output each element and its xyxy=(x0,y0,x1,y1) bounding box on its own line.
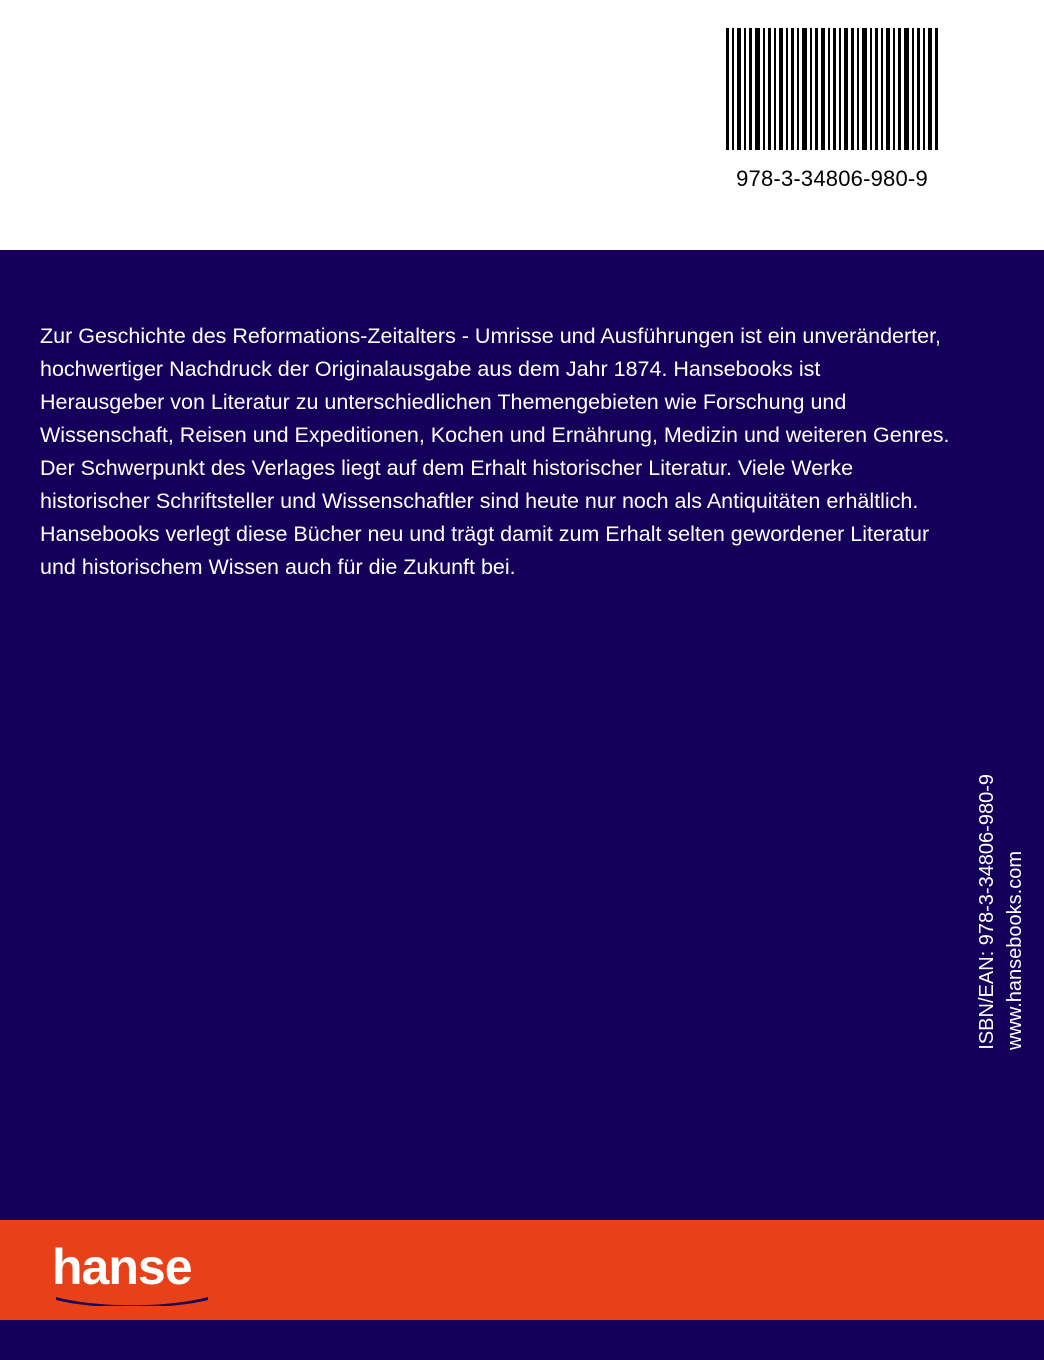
vertical-website-line: www.hansebooks.com xyxy=(1004,851,1026,1050)
vertical-isbn-info xyxy=(974,774,1028,1050)
barcode-block xyxy=(724,28,940,192)
blurb-text: Zur Geschichte des Reformations-Zeitalters - Umrisse und Ausführungen ist ein unveränderter, hochwertiger Nachdruck der Originalausgabe aus dem Jahr 1874. Hansebooks ist Herausgeber von Literatur zu unterschiedlichen Themengebieten wie Forschung und Wissenschaft, Reisen und Expeditionen, Kochen und Ernährung, Medizin und weiteren Genres. Der Schwerpunkt des Verlages liegt auf dem Erhalt historischer Literatur. Viele Werke historischer Schriftsteller und Wissenschaftler sind heute nur noch als Antiquitäten erhältlich. Hansebooks verlegt diese Bücher neu und trägt damit zum Erhalt selten gewordener Literatur und historischem Wissen auch für die Zukunft bei. xyxy=(40,324,956,579)
barcode-icon xyxy=(724,28,940,150)
bottom-navy-strip xyxy=(0,1320,1044,1360)
vertical-isbn-line: ISBN/EAN: 978-3-34806-980-9 xyxy=(976,774,998,1050)
navy-panel xyxy=(0,250,1044,1220)
barcode-area xyxy=(0,0,1044,250)
hanse-logo-text: hanse xyxy=(52,1239,192,1295)
isbn-number: 978-3-34806-980-9 xyxy=(736,166,928,191)
publisher-footer xyxy=(0,1220,1044,1320)
logo-swoosh-icon xyxy=(56,1296,208,1306)
